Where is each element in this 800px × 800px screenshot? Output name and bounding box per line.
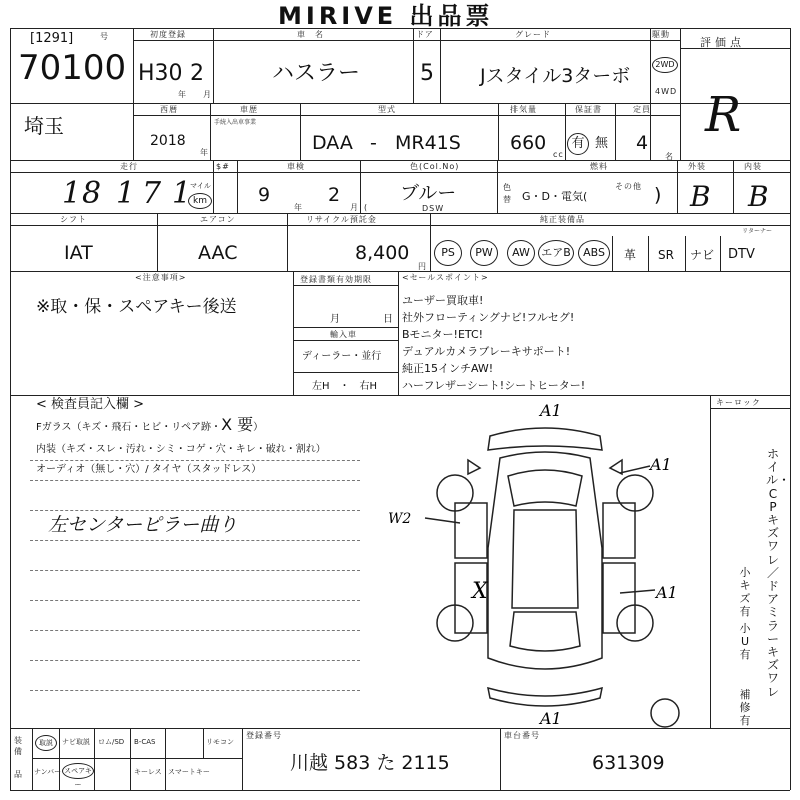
right-mirror <box>610 460 622 474</box>
capacity-unit: 名 <box>665 152 674 161</box>
mileage-label: 走行 <box>120 162 138 171</box>
lot-number-label: 号 <box>100 32 109 41</box>
equip-navi: ナビ <box>690 248 715 262</box>
car-damage-diagram <box>380 398 710 728</box>
drive-2wd <box>652 57 678 73</box>
notes-label: <注意事項> <box>135 273 187 282</box>
fuel-other: その他 <box>615 182 642 191</box>
mark-bottom: A1 <box>540 709 562 728</box>
equipment-label: 純正装備品 <box>540 215 585 224</box>
color-code: DSW <box>422 204 445 213</box>
equip-leather: 革 <box>624 248 637 262</box>
sales-point-3: Bモニター!ETC! <box>402 328 484 341</box>
history-sublabel: 手続入出車事業 <box>214 119 257 126</box>
mileage-d1: 1 <box>62 176 82 211</box>
item-spare-key <box>62 763 94 789</box>
mileage-unit-km <box>188 193 212 209</box>
displacement-unit: cc <box>553 150 564 159</box>
fuel-label: 燃料 <box>590 162 608 171</box>
reg-doc-day: 日 <box>383 314 393 325</box>
right-front-door <box>603 503 635 558</box>
remarks-sub-3: 補修有 <box>739 688 751 727</box>
drive-4wd: 4WD <box>655 87 678 96</box>
key-lock-label: キーロック <box>716 398 761 407</box>
rating-value: R <box>705 87 742 143</box>
mark-right-rear: A1 <box>656 583 678 602</box>
roof-shape <box>512 510 578 608</box>
model-label: 型式 <box>378 105 396 114</box>
remarks-sub-2: 小U有 <box>739 622 751 661</box>
inspection-label: 車検 <box>287 162 305 171</box>
inspection-year-unit: 年 <box>294 203 303 212</box>
model-prefix: DAA <box>312 132 353 154</box>
left-mirror <box>468 460 480 474</box>
equip-abs <box>578 240 610 266</box>
sales-label: <セールスポイント> <box>402 273 489 282</box>
mark-line-right-rear <box>620 590 655 593</box>
recycle-value: 8,400 <box>355 242 410 264</box>
item-keyless: キーレス <box>134 768 162 776</box>
frame-label: 車台番号 <box>504 731 540 740</box>
inspector-label: < 検査員記入欄 > <box>36 397 145 412</box>
left-front-door <box>455 503 487 558</box>
frame-number: 631309 <box>592 752 665 774</box>
notes-value: ※取・保・スペアキー後送 <box>36 297 237 317</box>
western-year: 2018 <box>150 133 186 149</box>
doors-value: 5 <box>420 61 434 86</box>
reg-doc-label: 登録書類有効期限 <box>300 275 372 284</box>
plate-label: 登録番号 <box>246 731 282 740</box>
sales-point-5: 純正15インチAW! <box>402 362 494 375</box>
right-rear-door <box>603 563 635 633</box>
exterior-label: 外装 <box>688 162 706 171</box>
reg-doc-month: 月 <box>330 314 340 325</box>
inspection-month-unit: 月 <box>350 203 359 212</box>
mark-right-front: A1 <box>650 455 672 474</box>
warranty-has-text: 有 <box>571 136 585 151</box>
shift-label: シフト <box>60 215 87 224</box>
aircon-value: AAC <box>198 242 238 264</box>
warranty-has <box>567 133 589 155</box>
item-spare-key-text: スペアキー <box>64 767 92 789</box>
interior-label: 内装 <box>744 162 762 171</box>
mileage-d5: 1 <box>172 176 192 211</box>
warranty-none: 無 <box>595 136 609 151</box>
sales-point-6: ハーフレザーシート!シートヒーター! <box>402 379 586 392</box>
grade-label: グレード <box>515 30 551 39</box>
front-bumper-shape <box>488 428 602 450</box>
capacity: 4 <box>636 132 649 154</box>
mark-top: A1 <box>540 401 562 420</box>
rating-label: 評価点 <box>700 36 745 49</box>
mileage-d3: 1 <box>116 176 136 211</box>
remarks-sub-1: 小キズ有 <box>739 566 751 618</box>
mileage-unit-mile: マイル <box>190 182 211 190</box>
inspector-glass-mark: X 要 <box>221 415 254 434</box>
grade-value: Jスタイル3ターボ <box>480 65 631 87</box>
shift-value: IAT <box>64 242 93 264</box>
prefecture: 埼玉 <box>24 114 64 138</box>
car-body-outline <box>488 452 602 669</box>
exterior-value: B <box>690 180 711 213</box>
mileage-hidden-label: $# <box>216 162 230 171</box>
recycle-unit: 円 <box>418 262 427 271</box>
mark-left: W2 <box>388 511 412 527</box>
capacity-label: 定員 <box>633 105 651 114</box>
inspector-glass: Fガラス（キズ・飛石・ヒビ・リペア跡・ <box>36 422 222 433</box>
equip-dtv: DTV <box>728 247 755 262</box>
bottom-side-label-2: 品 <box>14 770 23 779</box>
model-code: MR41S <box>395 132 461 154</box>
sales-point-1: ユーザー買取車! <box>402 294 484 307</box>
recycle-label: リサイクル預託金 <box>306 215 377 224</box>
remarks-vertical: ホイル・CPキズワレ／ドアミラーキズワレ <box>766 447 791 699</box>
registration-year-unit: 年 <box>178 90 187 99</box>
item-number: ナンバー <box>34 768 62 776</box>
sheet-title: MIRIVE 出品票 <box>278 2 494 30</box>
car-name: ハスラー <box>272 61 361 86</box>
color-label: 色(Col.No) <box>410 162 460 171</box>
windshield-shape <box>508 470 582 506</box>
equip-pw-text: PW <box>475 246 493 259</box>
registration-label: 初度登録 <box>150 30 186 39</box>
car-name-label: 車 名 <box>297 30 324 39</box>
equip-ps <box>434 240 462 266</box>
model-dash: - <box>370 132 377 154</box>
inspector-glass-close: ） <box>253 422 264 433</box>
item-navi-manual: ナビ取説 <box>62 738 90 746</box>
doors-label: ドア <box>416 30 434 39</box>
western-year-label: 西暦 <box>160 105 178 114</box>
item-bcas: B-CAS <box>134 738 156 746</box>
rear-window-shape <box>510 612 580 651</box>
item-manual-text: 取説 <box>39 739 53 747</box>
displacement: 660 <box>510 132 547 154</box>
import-dealer: ディーラー・並行 <box>302 351 382 362</box>
warranty-label: 保証書 <box>575 105 602 114</box>
rear-bumper-shape <box>488 688 602 706</box>
import-steering: 左H ・ 右H <box>312 381 378 392</box>
sales-point-4: デュアルカメラブレーキサポート! <box>402 345 571 358</box>
bottom-side-label-1: 装備 <box>14 736 23 756</box>
item-rom-sd: ロム/SD <box>98 738 125 746</box>
equip-abs-text: ABS <box>583 246 605 259</box>
color-value: ブルー <box>400 182 457 204</box>
item-smartkey: スマートキー <box>168 768 210 776</box>
inspector-audio-line: オーディオ（無し・穴）/ タイヤ（スタッドレス） <box>36 464 262 475</box>
mileage-d2: 8 <box>82 176 102 211</box>
import-label: 輸入車 <box>330 330 357 339</box>
registration-era-year: H30 <box>138 61 183 86</box>
fuel-close: ) <box>654 184 662 206</box>
inspection-year: 9 <box>258 184 271 206</box>
item-remote: リモコン <box>206 738 234 746</box>
lot-bracket-no: [1291] <box>30 31 74 46</box>
inspector-interior-line: 内装（キズ・スレ・汚れ・シミ・コゲ・穴・キレ・破れ・割れ） <box>36 444 326 455</box>
displacement-label: 排気量 <box>510 105 537 114</box>
equip-aw-text: AW <box>512 246 530 259</box>
drive-2wd-text: 2WD <box>655 60 675 69</box>
western-year-unit: 年 <box>200 148 209 157</box>
interior-value: B <box>748 180 769 213</box>
registration-month-unit: 月 <box>203 90 212 99</box>
drive-label: 駆動 <box>652 30 670 39</box>
inspection-month: 2 <box>328 184 341 206</box>
sales-point-2: 社外フローティングナビ!フルセグ! <box>402 311 575 324</box>
aircon-label: エアコン <box>200 215 236 224</box>
lot-number: 70100 <box>18 48 127 88</box>
mileage-d4: 7 <box>142 176 162 211</box>
registration-month: 2 <box>190 61 204 86</box>
mark-center-left: X <box>472 579 488 604</box>
fuel-options: G・D・電気( <box>522 190 588 203</box>
mileage-km-text: km <box>193 196 207 206</box>
equip-aw <box>507 240 535 266</box>
plate-number: 川越 583 た 2115 <box>290 752 450 774</box>
equipment-side-label: リターナー <box>742 228 773 235</box>
mark-line-right-front <box>620 466 650 473</box>
equip-sr: SR <box>658 248 674 262</box>
spare-wheel <box>651 699 679 727</box>
fuel-side-label: 色替 <box>503 183 511 204</box>
equip-pw <box>470 240 498 266</box>
equip-airbag-text: エアB <box>541 246 571 259</box>
color-paren: ( <box>364 203 369 212</box>
history-label: 車歴 <box>240 105 258 114</box>
equip-ps-text: PS <box>441 246 455 259</box>
inspector-handwritten: 左センターピラー曲り <box>48 514 238 536</box>
item-manual <box>35 735 57 751</box>
inspector-glass-line <box>36 415 264 435</box>
equip-airbag <box>538 240 574 266</box>
